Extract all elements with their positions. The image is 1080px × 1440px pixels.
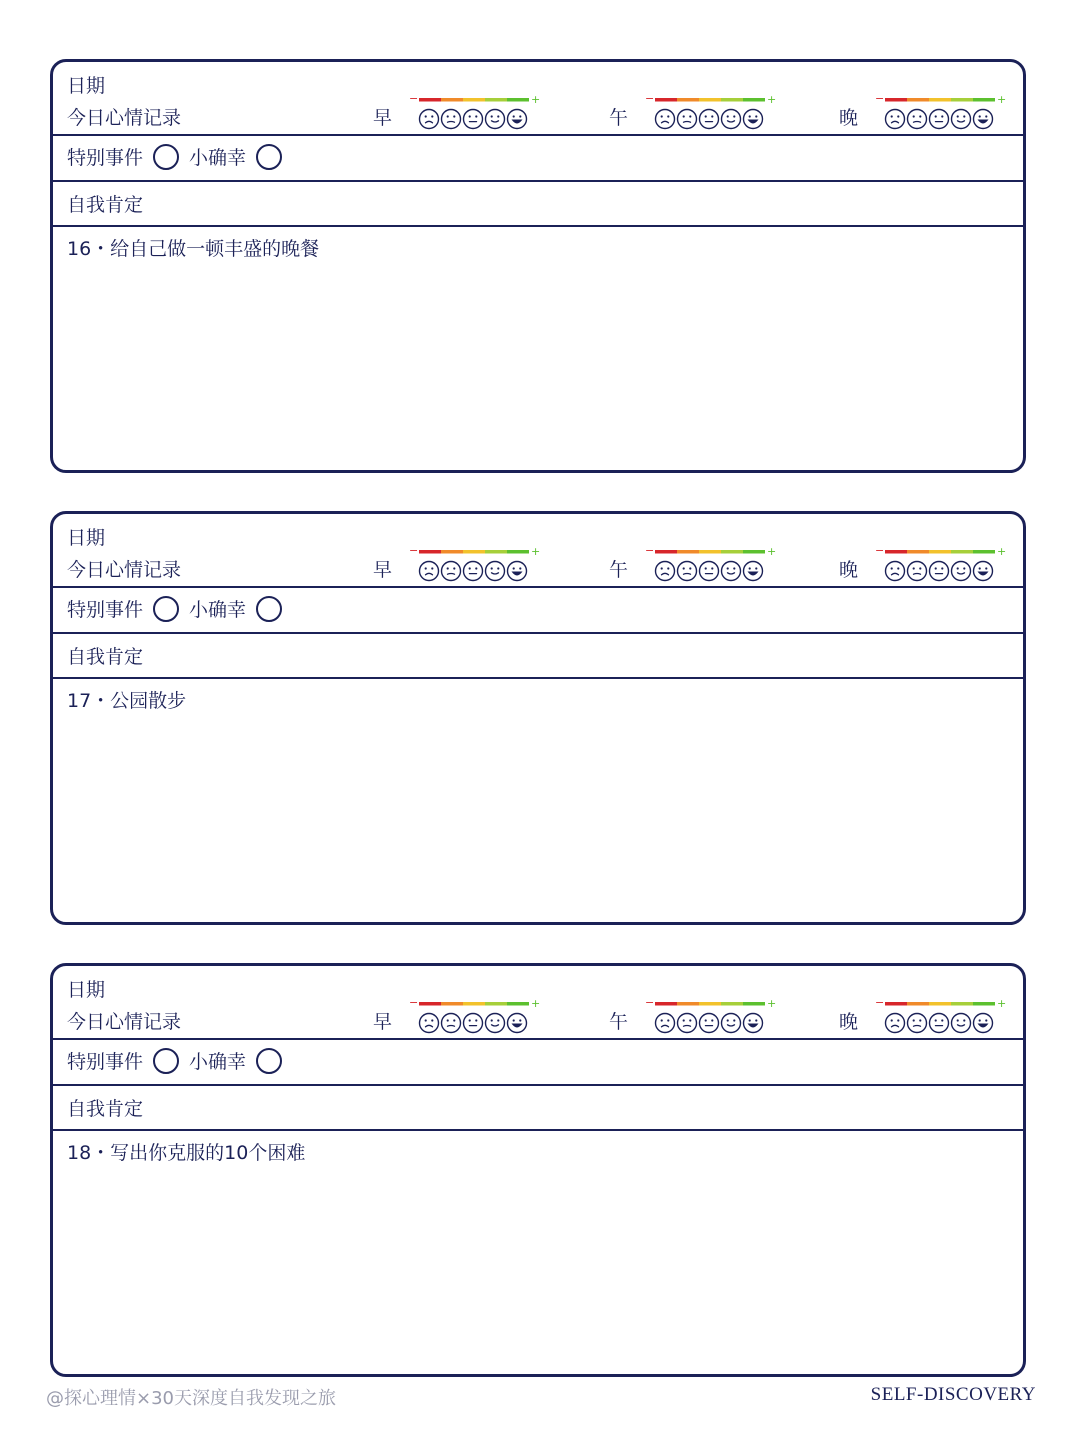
date-label: 日期 [67, 527, 106, 549]
special-event-checkbox[interactable] [153, 144, 179, 170]
noon-label: 午 [609, 107, 629, 129]
scale-color-segment [973, 98, 995, 102]
scale-color-segment [951, 1002, 973, 1006]
daily-prompt: 18・写出你克服的10个困难 [67, 1142, 306, 1164]
mood-face-5-icon[interactable] [744, 1014, 763, 1033]
mood-scale[interactable] [645, 544, 777, 587]
scale-plus-label: + [531, 545, 541, 558]
small-happiness-checkbox[interactable] [256, 1048, 282, 1074]
scale-color-segment [743, 98, 765, 102]
journal-card-16 [50, 59, 1026, 473]
footer-left: @探心理情×30天深度自我发现之旅 [46, 1388, 336, 1409]
mood-face-5-icon[interactable] [508, 1014, 527, 1033]
scale-color-segment [677, 550, 699, 554]
special-event-label: 特别事件 [67, 147, 144, 169]
mood-face-3-icon[interactable] [700, 110, 719, 129]
scale-color-segment [419, 550, 441, 554]
small-happiness-label: 小确幸 [189, 147, 247, 169]
mood-scale[interactable] [875, 996, 1007, 1039]
scale-color-segment [699, 1002, 721, 1006]
mood-face-4-icon[interactable] [952, 110, 971, 129]
affirmation-row [53, 632, 1023, 679]
scale-color-segment [485, 550, 507, 554]
scale-minus-label: − [409, 92, 419, 105]
mood-scale[interactable] [409, 996, 541, 1039]
affirmation-label: 自我肯定 [67, 1098, 144, 1120]
mood-scale[interactable] [875, 92, 1007, 135]
scale-color-segment [485, 1002, 507, 1006]
scale-color-segment [507, 98, 529, 102]
mood-face-4-icon[interactable] [486, 562, 505, 581]
scale-color-segment [655, 1002, 677, 1006]
mood-face-2-icon[interactable] [442, 110, 461, 129]
mood-face-2-icon[interactable] [908, 562, 927, 581]
scale-minus-label: − [645, 544, 655, 557]
scale-color-segment [885, 98, 907, 102]
mood-face-3-icon[interactable] [700, 1014, 719, 1033]
affirmation-row [53, 180, 1023, 227]
noon-mood [609, 542, 849, 586]
noon-mood [609, 90, 849, 134]
scale-plus-label: + [531, 997, 541, 1010]
scale-color-segment [885, 1002, 907, 1006]
mood-face-1-icon[interactable] [656, 1014, 675, 1033]
scale-color-segment [973, 550, 995, 554]
mood-record-label: 今日心情记录 [67, 1011, 182, 1033]
scale-color-segment [655, 550, 677, 554]
mood-face-1-icon[interactable] [656, 110, 675, 129]
scale-color-segment [419, 98, 441, 102]
mood-record-label: 今日心情记录 [67, 559, 182, 581]
mood-face-5-icon[interactable] [508, 110, 527, 129]
morning-label: 早 [373, 559, 393, 581]
footer-right: SELF-DISCOVERY [870, 1384, 1036, 1405]
scale-color-segment [907, 550, 929, 554]
mood-face-1-icon[interactable] [886, 1014, 905, 1033]
scale-minus-label: − [409, 544, 419, 557]
evening-label: 晚 [839, 559, 859, 581]
morning-mood [373, 90, 613, 134]
scale-color-segment [907, 1002, 929, 1006]
mood-face-4-icon[interactable] [722, 1014, 741, 1033]
scale-color-segment [485, 98, 507, 102]
special-event-checkbox[interactable] [153, 596, 179, 622]
scale-color-segment [463, 550, 485, 554]
morning-mood [373, 994, 613, 1038]
morning-label: 早 [373, 1011, 393, 1033]
scale-plus-label: + [767, 545, 777, 558]
evening-mood [839, 90, 1079, 134]
scale-plus-label: + [767, 997, 777, 1010]
mood-face-3-icon[interactable] [464, 110, 483, 129]
affirmation-row [53, 1084, 1023, 1131]
scale-color-segment [699, 550, 721, 554]
evening-mood [839, 994, 1079, 1038]
journal-card-17 [50, 511, 1026, 925]
scale-color-segment [951, 98, 973, 102]
scale-color-segment [441, 98, 463, 102]
mood-header-row [53, 62, 1023, 136]
mood-face-3-icon[interactable] [464, 562, 483, 581]
small-happiness-checkbox[interactable] [256, 144, 282, 170]
mood-record-label: 今日心情记录 [67, 107, 182, 129]
scale-plus-label: + [767, 93, 777, 106]
scale-color-segment [885, 550, 907, 554]
scale-color-segment [907, 98, 929, 102]
scale-color-segment [507, 1002, 529, 1006]
mood-face-1-icon[interactable] [886, 110, 905, 129]
mood-scale[interactable] [875, 544, 1007, 587]
mood-scale[interactable] [409, 544, 541, 587]
scale-color-segment [929, 1002, 951, 1006]
scale-color-segment [743, 550, 765, 554]
scale-color-segment [951, 550, 973, 554]
mood-face-3-icon[interactable] [464, 1014, 483, 1033]
special-event-label: 特别事件 [67, 599, 144, 621]
scale-plus-label: + [997, 93, 1007, 106]
mood-face-4-icon[interactable] [486, 110, 505, 129]
journal-card-18 [50, 963, 1026, 1377]
morning-mood [373, 542, 613, 586]
scale-color-segment [973, 1002, 995, 1006]
small-happiness-label: 小确幸 [189, 1051, 247, 1073]
mood-face-3-icon[interactable] [930, 110, 949, 129]
mood-face-3-icon[interactable] [930, 562, 949, 581]
date-label: 日期 [67, 75, 106, 97]
evening-label: 晚 [839, 107, 859, 129]
scale-color-segment [419, 1002, 441, 1006]
evening-label: 晚 [839, 1011, 859, 1033]
scale-plus-label: + [997, 997, 1007, 1010]
evening-mood [839, 542, 1079, 586]
scale-minus-label: − [875, 544, 885, 557]
scale-color-segment [655, 98, 677, 102]
special-event-label: 特别事件 [67, 1051, 144, 1073]
scale-minus-label: − [409, 996, 419, 1009]
mood-scale[interactable] [409, 92, 541, 135]
scale-color-segment [699, 98, 721, 102]
mood-face-1-icon[interactable] [420, 562, 439, 581]
mood-face-1-icon[interactable] [656, 562, 675, 581]
scale-minus-label: − [875, 996, 885, 1009]
scale-color-segment [463, 98, 485, 102]
scale-color-segment [743, 1002, 765, 1006]
scale-color-segment [929, 98, 951, 102]
scale-color-segment [721, 98, 743, 102]
scale-color-segment [677, 1002, 699, 1006]
mood-face-3-icon[interactable] [700, 562, 719, 581]
mood-face-5-icon[interactable] [508, 562, 527, 581]
mood-face-1-icon[interactable] [420, 110, 439, 129]
mood-face-4-icon[interactable] [486, 1014, 505, 1033]
mood-face-1-icon[interactable] [420, 1014, 439, 1033]
scale-plus-label: + [531, 93, 541, 106]
mood-face-2-icon[interactable] [678, 1014, 697, 1033]
mood-face-4-icon[interactable] [722, 562, 741, 581]
mood-scale[interactable] [645, 92, 777, 135]
mood-face-1-icon[interactable] [886, 562, 905, 581]
scale-minus-label: − [645, 996, 655, 1009]
mood-scale[interactable] [645, 996, 777, 1039]
mood-face-5-icon[interactable] [974, 110, 993, 129]
affirmation-label: 自我肯定 [67, 194, 144, 216]
mood-header-row [53, 514, 1023, 588]
daily-prompt: 17・公园散步 [67, 690, 187, 712]
scale-color-segment [721, 1002, 743, 1006]
mood-face-2-icon[interactable] [908, 1014, 927, 1033]
noon-label: 午 [609, 1011, 629, 1033]
mood-face-3-icon[interactable] [930, 1014, 949, 1033]
scale-plus-label: + [997, 545, 1007, 558]
mood-face-2-icon[interactable] [678, 562, 697, 581]
scale-color-segment [929, 550, 951, 554]
scale-color-segment [677, 98, 699, 102]
daily-prompt: 16・给自己做一顿丰盛的晚餐 [67, 238, 320, 260]
mood-face-5-icon[interactable] [744, 110, 763, 129]
scale-color-segment [463, 1002, 485, 1006]
scale-minus-label: − [645, 92, 655, 105]
scale-color-segment [507, 550, 529, 554]
special-event-checkbox[interactable] [153, 1048, 179, 1074]
scale-color-segment [441, 550, 463, 554]
mood-face-2-icon[interactable] [442, 562, 461, 581]
mood-face-2-icon[interactable] [678, 110, 697, 129]
scale-color-segment [721, 550, 743, 554]
event-row [53, 586, 1023, 634]
mood-face-5-icon[interactable] [974, 562, 993, 581]
date-label: 日期 [67, 979, 106, 1001]
event-row [53, 134, 1023, 182]
scale-minus-label: − [875, 92, 885, 105]
mood-face-5-icon[interactable] [974, 1014, 993, 1033]
morning-label: 早 [373, 107, 393, 129]
mood-face-2-icon[interactable] [442, 1014, 461, 1033]
small-happiness-checkbox[interactable] [256, 596, 282, 622]
mood-face-4-icon[interactable] [722, 110, 741, 129]
mood-face-5-icon[interactable] [744, 562, 763, 581]
scale-color-segment [441, 1002, 463, 1006]
mood-face-4-icon[interactable] [952, 562, 971, 581]
noon-mood [609, 994, 849, 1038]
small-happiness-label: 小确幸 [189, 599, 247, 621]
mood-face-4-icon[interactable] [952, 1014, 971, 1033]
mood-header-row [53, 966, 1023, 1040]
mood-face-2-icon[interactable] [908, 110, 927, 129]
event-row [53, 1038, 1023, 1086]
affirmation-label: 自我肯定 [67, 646, 144, 668]
noon-label: 午 [609, 559, 629, 581]
